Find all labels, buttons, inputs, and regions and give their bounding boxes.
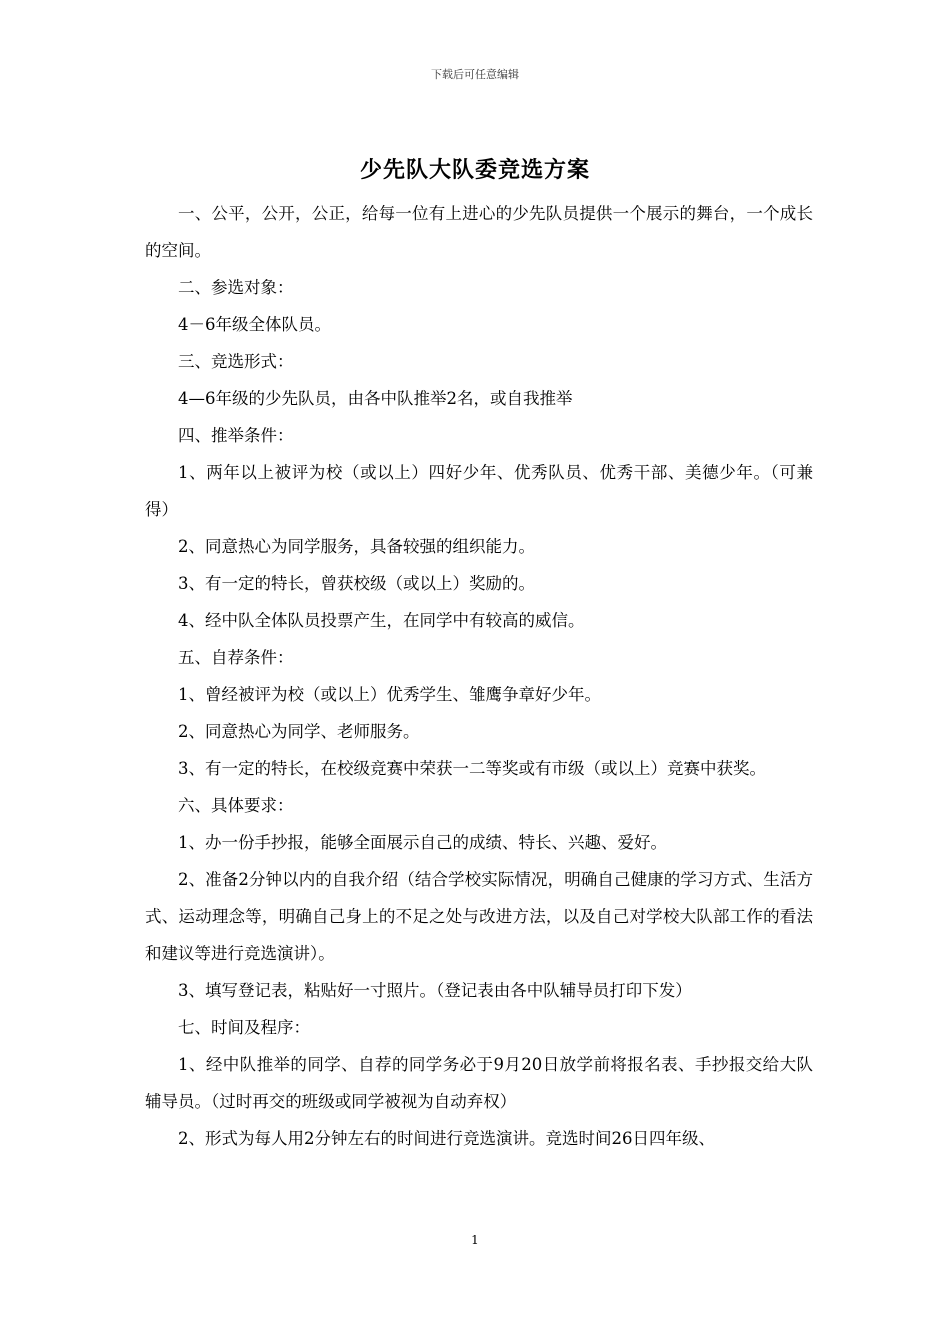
- paragraph-principle: 一、公平，公开，公正，给每一位有上进心的少先队员提供一个展示的舞台，一个成长的空间。: [145, 204, 813, 260]
- paragraph-schedule-1: 1、经中队推举的同学、自荐的同学务必于9月20日放学前将报名表、手抄报交给大队辅导员。（过时再交的班级或同学被视为自动弃权）: [145, 1055, 813, 1111]
- paragraph-form: 4—6年级的少先队员，由各中队推举2名，或自我推举: [178, 389, 573, 408]
- section-heading-nomination: 四、推举条件：: [178, 426, 294, 445]
- paragraph-nomination-3: 3、有一定的特长，曾获校级（或以上）奖励的。: [178, 574, 535, 593]
- paragraph-requirement-1: 1、办一份手抄报，能够全面展示自己的成绩、特长、兴趣、爱好。: [178, 833, 667, 852]
- paragraph-nomination-2: 2、同意热心为同学服务，具备较强的组织能力。: [178, 537, 535, 556]
- section-heading-requirements: 六、具体要求：: [178, 796, 294, 815]
- document-title: 少先队大队委竞选方案: [359, 157, 590, 183]
- document-body: [145, 195, 813, 1157]
- header-note: 下载后可任意编辑: [431, 68, 519, 81]
- paragraph-requirement-3: 3、填写登记表，粘贴好一寸照片。（登记表由各中队辅导员打印下发）: [178, 981, 692, 1000]
- section-heading-form: 三、竞选形式：: [178, 352, 294, 371]
- paragraph-participants: 4－6年级全体队员。: [178, 315, 331, 334]
- section-heading-schedule: 七、时间及程序：: [178, 1018, 310, 1037]
- section-heading-participants: 二、参选对象：: [178, 278, 294, 297]
- paragraph-nomination-4: 4、经中队全体队员投票产生，在同学中有较高的威信。: [178, 611, 585, 630]
- paragraph-self-nomination-2: 2、同意热心为同学、老师服务。: [178, 722, 420, 741]
- paragraph-self-nomination-3: 3、有一定的特长，在校级竞赛中荣获一二等奖或有市级（或以上）竞赛中获奖。: [178, 759, 766, 778]
- paragraph-schedule-2: 2、形式为每人用2分钟左右的时间进行竞选演讲。竞选时间26日四年级、: [178, 1129, 715, 1148]
- section-heading-self-nomination: 五、自荐条件：: [178, 648, 294, 667]
- page-number: 1: [471, 1233, 479, 1247]
- paragraph-self-nomination-1: 1、曾经被评为校（或以上）优秀学生、雏鹰争章好少年。: [178, 685, 601, 704]
- paragraph-requirement-2: 2、准备2分钟以内的自我介绍（结合学校实际情况，明确自己健康的学习方式、生活方式、运动理念等，明确自己身上的不足之处与改进方法，以及自己对学校大队部工作的看法和建议等进行竞选演讲）。: [145, 870, 813, 963]
- paragraph-nomination-1: 1、两年以上被评为校（或以上）四好少年、优秀队员、优秀干部、美德少年。（可兼得）: [145, 463, 813, 519]
